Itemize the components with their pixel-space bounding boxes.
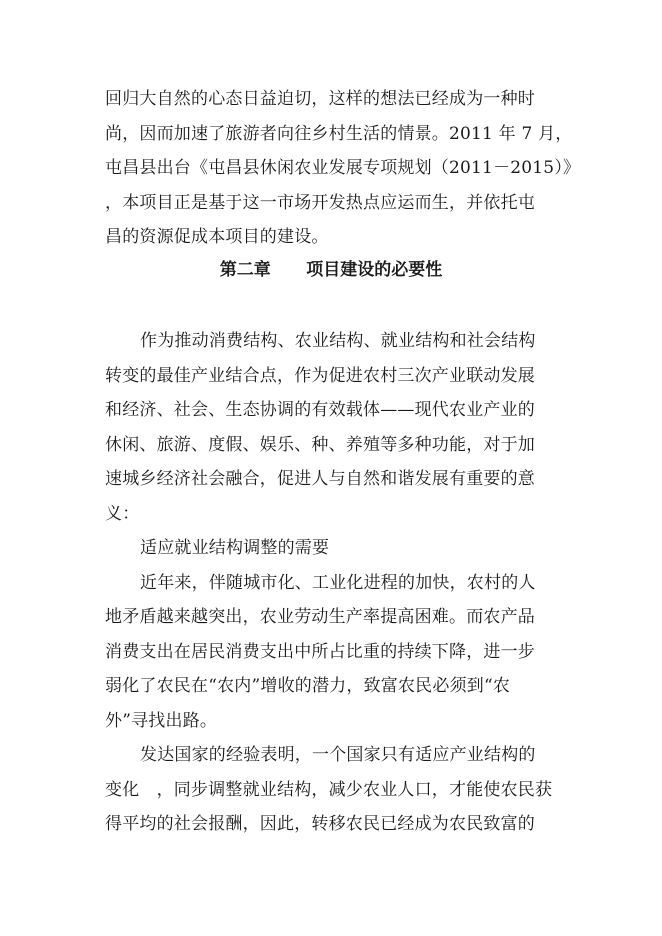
intro-line-3: 屯昌县出台《屯昌县休闲农业发展专项规划（2011－2015）》 — [105, 158, 581, 178]
subheading: 适应就业结构调整的需要 — [140, 538, 330, 558]
para3-line-3: 得平均的社会报酬，因此，转移农民已经成为农民致富的 — [105, 814, 535, 834]
para1-line-3: 和经济、社会、生态协调的有效载体——现代农业产业的 — [105, 400, 535, 420]
para1-line-5: 速城乡经济社会融合，促进人与自然和谐发展有重要的意 — [105, 469, 535, 489]
para3-line-2: 变化 ，同步调整就业结构，减少农业人口，才能使农民获 — [105, 780, 553, 800]
intro-line-4: ，本项目正是基于这一市场开发热点应运而生，并依托屯 — [105, 193, 535, 213]
para2-line-5: 外”寻找出路。 — [105, 711, 218, 731]
para2-line-4: 弱化了农民在“农内”增收的潜力，致富农民必须到“农 — [105, 676, 511, 696]
para1-line-6: 义： — [105, 504, 140, 524]
chapter-number: 第二章 — [219, 260, 271, 280]
chapter-heading — [0, 260, 662, 280]
para1-line-1: 作为推动消费结构、农业结构、就业结构和社会结构 — [140, 331, 536, 351]
para3-line-1: 发达国家的经验表明，一个国家只有适应产业结构的 — [140, 745, 536, 765]
intro-line-5: 昌的资源促成本项目的建设。 — [105, 227, 329, 247]
para2-line-2: 地矛盾越来越突出，农业劳动生产率提高困难。而农产品 — [105, 607, 535, 627]
chapter-title: 项目建设的必要性 — [306, 260, 443, 280]
para2-line-1: 近年来，伴随城市化、工业化进程的加快，农村的人 — [140, 573, 536, 593]
para1-line-4: 休闲、旅游、度假、娱乐、种、养殖等多种功能，对于加 — [105, 435, 535, 455]
para2-line-3: 消费支出在居民消费支出中所占比重的持续下降，进一步 — [105, 642, 535, 662]
para1-line-2: 转变的最佳产业结合点，作为促进农村三次产业联动发展 — [105, 366, 535, 386]
intro-line-2: 尚，因而加速了旅游者向往乡村生活的情景。2011 年 7 月， — [105, 124, 573, 144]
intro-line-1: 回归大自然的心态日益迫切，这样的想法已经成为一种时 — [105, 89, 535, 109]
